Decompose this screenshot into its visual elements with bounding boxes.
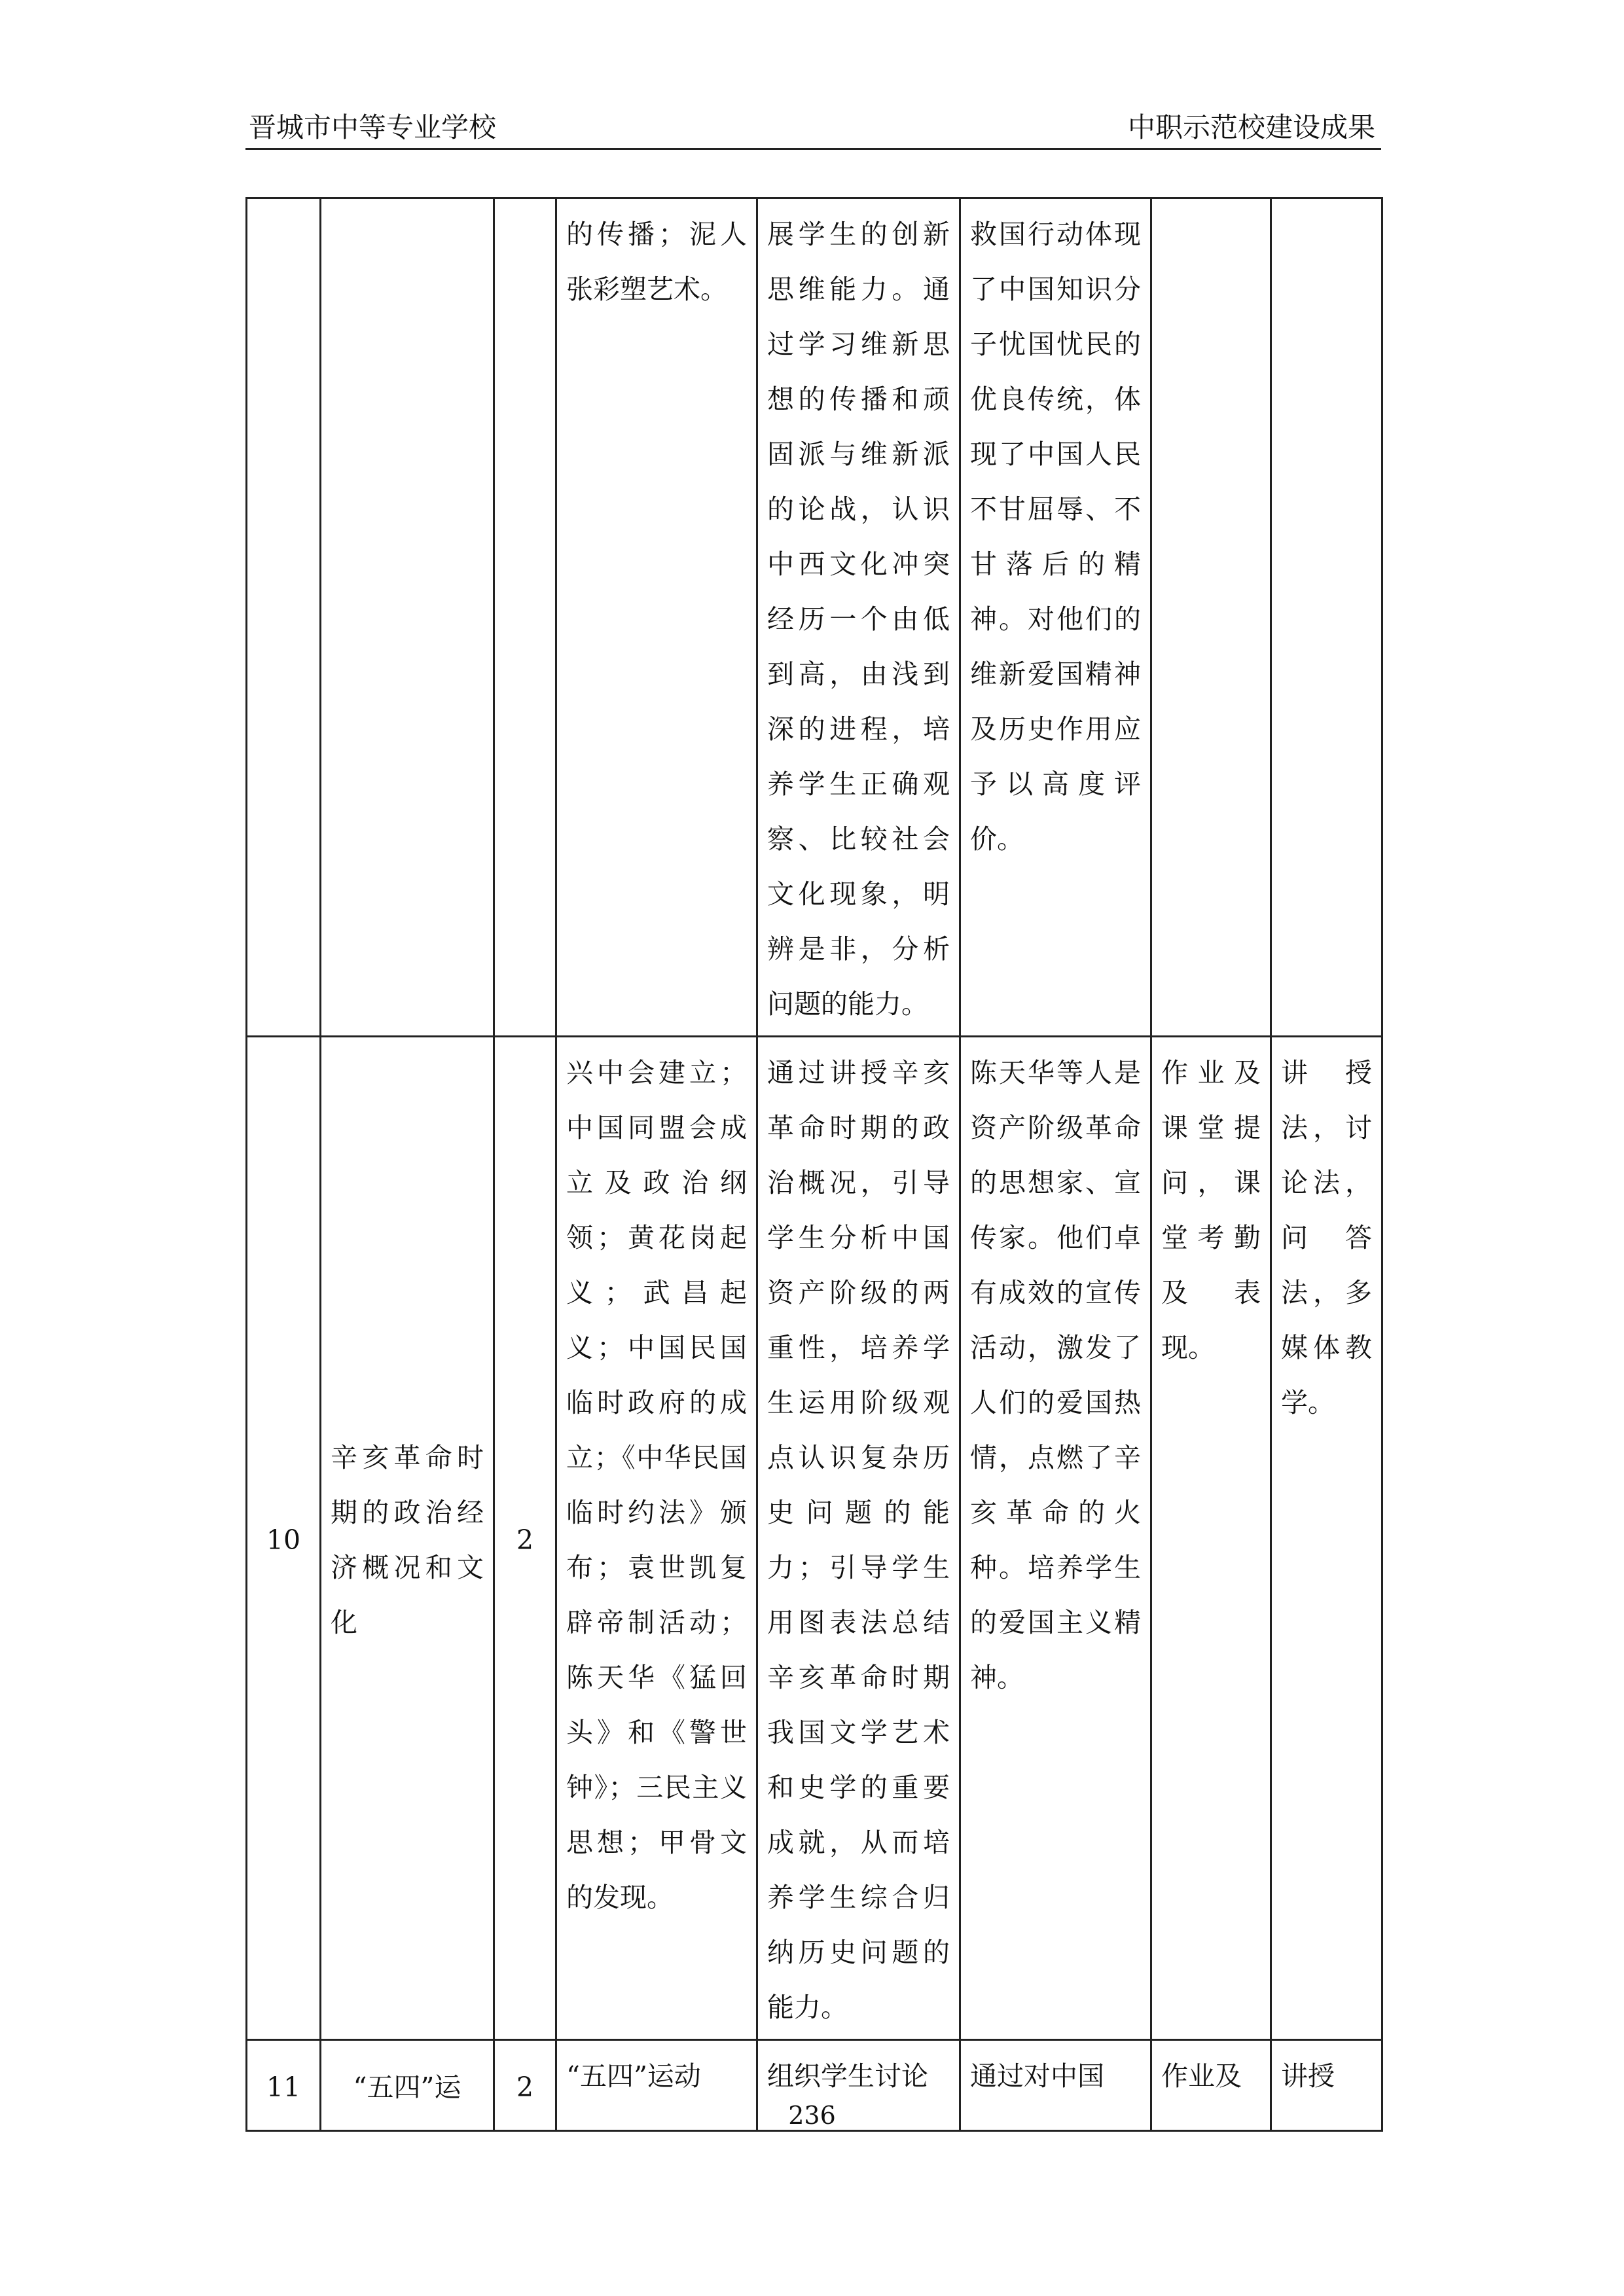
teaching-method-cell: 讲授 — [1271, 2040, 1382, 2131]
lesson-title-cell: “五四”运 — [321, 2040, 494, 2131]
project-title: 中职示范校建设成果 — [1127, 111, 1375, 143]
table-row — [247, 1037, 1382, 2040]
ability-goal-cell: 展学生的创新思维能力。通过学习维新思想的传播和顽固派与维新派的论战，认识中西文化冲突经历一个由低到高，由浅到深的进程，培养学生正确观察、比较社会文化现象，明辨是非，分析问题的能力。 — [757, 198, 960, 1037]
assessment-cell: 作业及课堂提问，课堂考勤及表现。 — [1151, 1037, 1271, 2040]
ability-goal-cell: 通过讲授辛亥革命时期的政治概况，引导学生分析中国资产阶级的两重性，培养学生运用阶级观点认识复杂历史问题的能力；引导学生用图表法总结辛亥革命时期我国文学艺术和史学的重要成就，从而培养学生综合归纳历史问题的能力。 — [757, 1037, 960, 2040]
lesson-number-cell: 11 — [247, 2040, 321, 2131]
lesson-plan-table — [245, 197, 1383, 2132]
lesson-title-cell: 辛亥革命时期的政治经济概况和文化 — [321, 1037, 494, 2040]
lesson-content-cell: 的传播；泥人张彩塑艺术。 — [556, 198, 757, 1037]
assessment-cell: 作业及 — [1151, 2040, 1271, 2131]
lesson-number-cell — [247, 198, 321, 1037]
header-divider — [245, 148, 1381, 150]
lesson-number-cell: 10 — [247, 1037, 321, 2040]
moral-goal-cell: 通过对中国 — [960, 2040, 1151, 2131]
moral-goal-cell: 救国行动体现了中国知识分子忧国忧民的优良传统，体现了中国人民不甘屈辱、不甘落后的精神。对他们的维新爱国精神及历史作用应予以高度评价。 — [960, 198, 1151, 1037]
lesson-content-cell: “五四”运动 — [556, 2040, 757, 2131]
lesson-hours-cell: 2 — [494, 2040, 556, 2131]
ability-goal-cell: 组织学生讨论 — [757, 2040, 960, 2131]
teaching-method-cell: 讲授法，讨论法，问答法，多媒体教学。 — [1271, 1037, 1382, 2040]
lesson-content-cell: 兴中会建立；中国同盟会成立及政治纲领；黄花岗起义；武昌起义；中国民国临时政府的成立；《中华民国临时约法》颁布；袁世凯复辟帝制活动；陈天华《猛回头》和《警世钟》；三民主义思想；甲骨文的发现。 — [556, 1037, 757, 2040]
lesson-hours-cell: 2 — [494, 1037, 556, 2040]
lesson-hours-cell — [494, 198, 556, 1037]
teaching-method-cell — [1271, 198, 1382, 1037]
moral-goal-cell: 陈天华等人是资产阶级革命的思想家、宣传家。他们卓有成效的宣传活动，激发了人们的爱国热情，点燃了辛亥革命的火种。培养学生的爱国主义精神。 — [960, 1037, 1151, 2040]
lesson-title-cell — [321, 198, 494, 1037]
page-number: 236 — [788, 2101, 836, 2130]
assessment-cell — [1151, 198, 1271, 1037]
table-row — [247, 198, 1382, 1037]
school-name: 晋城市中等专业学校 — [249, 111, 497, 143]
